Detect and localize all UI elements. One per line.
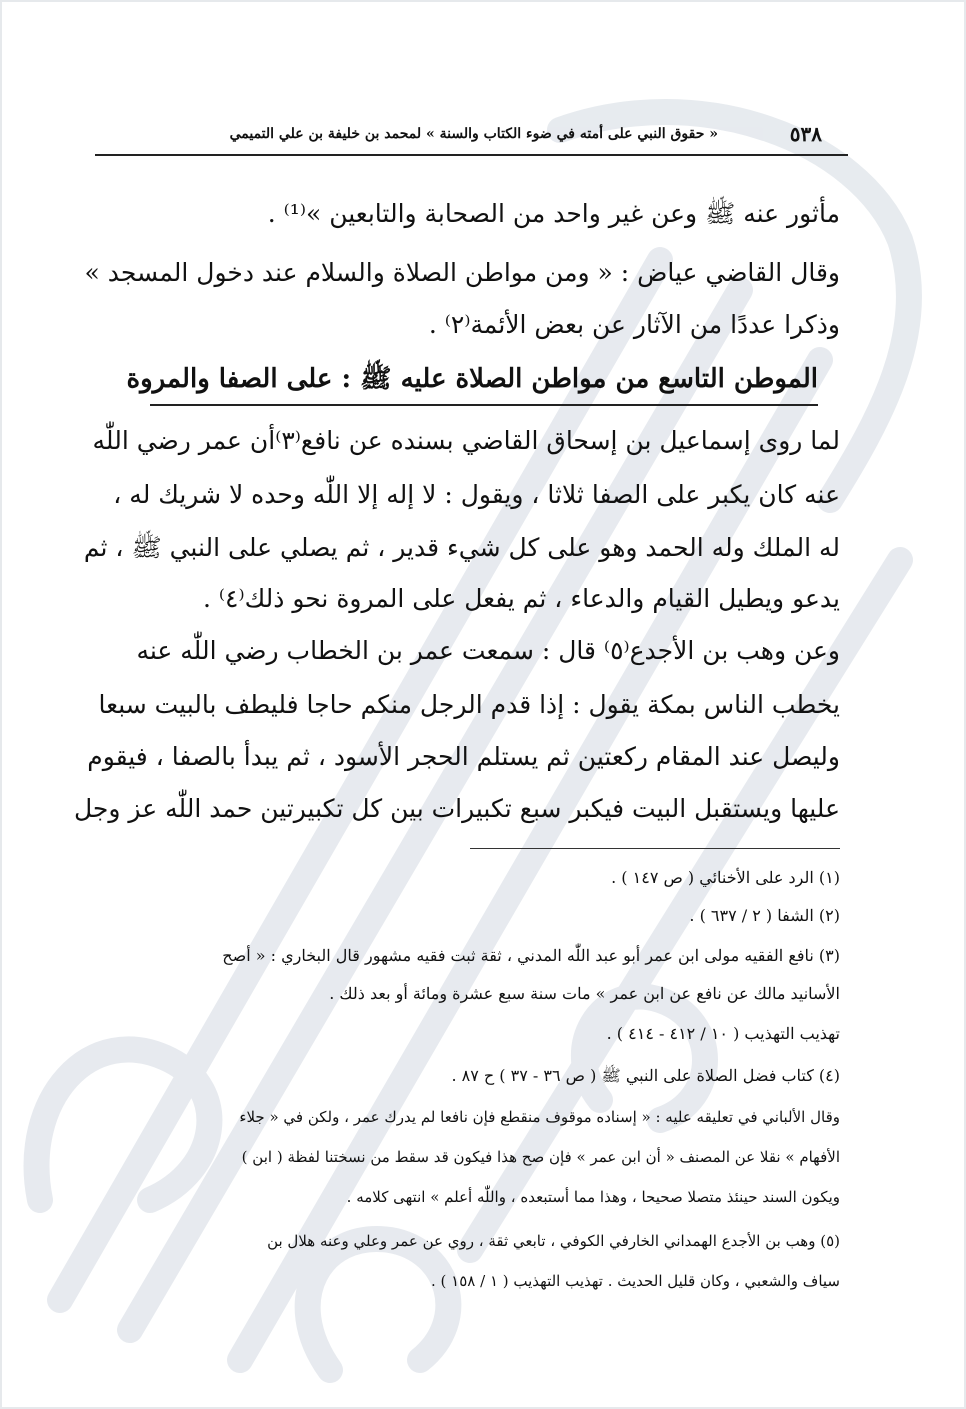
body-line: يدعو ويطيل القيام والدعاء ، ثم يفعل على المروة نحو ذلك⁽٤⁾ . [202, 584, 840, 613]
footnote-line: تهذيب التهذيب ( ١٠ / ٤١٢ - ٤١٤ ) . [606, 1024, 840, 1043]
footnote-line: وقال الألباني في تعليقه عليه : « إسناده موقوف منقطع فإن نافعا لم يدرك عمر ، ولكن في « جلاء [239, 1108, 840, 1126]
footnote-line: (٥) وهب بن الأجدع الهمداني الخارفي الكوفي ، تابعي ثقة ، روي عن عمر وعلي وعنه هلال بن [267, 1232, 840, 1250]
footnote-line: الأسانيد مالك عن نافع عن ابن عمر » مات سنة سبع عشرة ومائة أو بعد ذلك . [329, 984, 840, 1003]
body-line: له الملك وله الحمد وهو على كل شيء قدير ، ثم يصلي على النبي ﷺ ، ثم [83, 533, 840, 562]
body-line: لما روى إسماعيل بن إسحاق القاضي بسنده عن نافع⁽٣⁾أن عمر رضي اللّٰه [92, 426, 840, 455]
body-line: وليصل عند المقام ركعتين ثم يستلم الحجر الأسود ، ثم يبدأ بالصفا ، فيقوم [87, 742, 840, 771]
body-line: وقال القاضي عياض : « ومن مواطن الصلاة والسلام عند دخول المسجد » [84, 258, 840, 287]
footnote-line: ويكون السند حينئذ متصلا صحيحا ، وهذا مما أستبعده ، واللّٰه أعلم » انتهى كلامه . [346, 1188, 840, 1206]
footnote-line: الأفهام » نقلا عن المصنف « أن ابن عمر » فإن صح هذا فيكون قد سقط من نسختنا لفظة ( ابن ) [241, 1148, 840, 1166]
body-line: وذكرا عددًا من الآثار عن بعض الأئمة⁽٢⁾ . [428, 310, 840, 339]
page-number: ٥٣٨ [789, 122, 822, 146]
section-heading: الموطن التاسع من مواطن الصلاة عليه ﷺ : على الصفا والمروة [150, 362, 818, 406]
footnote-line: سياف والشعبي ، وكان قليل الحديث . تهذيب التهذيب ( ١ / ١٥٨ ) . [431, 1272, 840, 1290]
footnote-line: (١) الرد على الأخنائي ( ص ١٤٧ ) . [611, 868, 840, 887]
running-title: « حقوق النبي على أمته في ضوء الكتاب والسنة » لمحمد بن خليفة بن علي التميمي [229, 126, 718, 142]
body-line: عنه كان يكبر على الصفا ثلاثا ، ويقول : لا إله إلا اللّٰه وحده لا شريك له ، [113, 480, 840, 509]
footnote-line: (٤) كتاب فضل الصلاة على النبي ﷺ ( ص ٣٦ - ٣٧ ) ح ٨٧ . [451, 1066, 840, 1085]
body-line: وعن وهب بن الأجدع⁽٥⁾ قال : سمعت عمر بن الخطاب رضي اللّٰه عنه [136, 636, 840, 665]
footnote-line: (٢) الشفا ( ٢ / ٦٣٧ ) . [689, 906, 840, 925]
body-line: عليها ويستقبل البيت فيكبر سبع تكبيرات بين كل تكبيرتين حمد اللّٰه عز وجل [74, 794, 840, 823]
body-line: مأثور عنه ﷺ وعن غير واحد من الصحابة والتابعين »⁽¹⁾ . [267, 199, 840, 228]
footnote-line: (٣) نافع الفقيه مولى ابن عمر أبو عبد اللّٰه المدني ، ثقة ثبت فقيه مشهور قال البخاري : « أصح [222, 946, 840, 965]
body-line: يخطب الناس بمكة يقول : إذا قدم الرجل منكم حاجا فليطف بالبيت سبعا [98, 690, 840, 719]
